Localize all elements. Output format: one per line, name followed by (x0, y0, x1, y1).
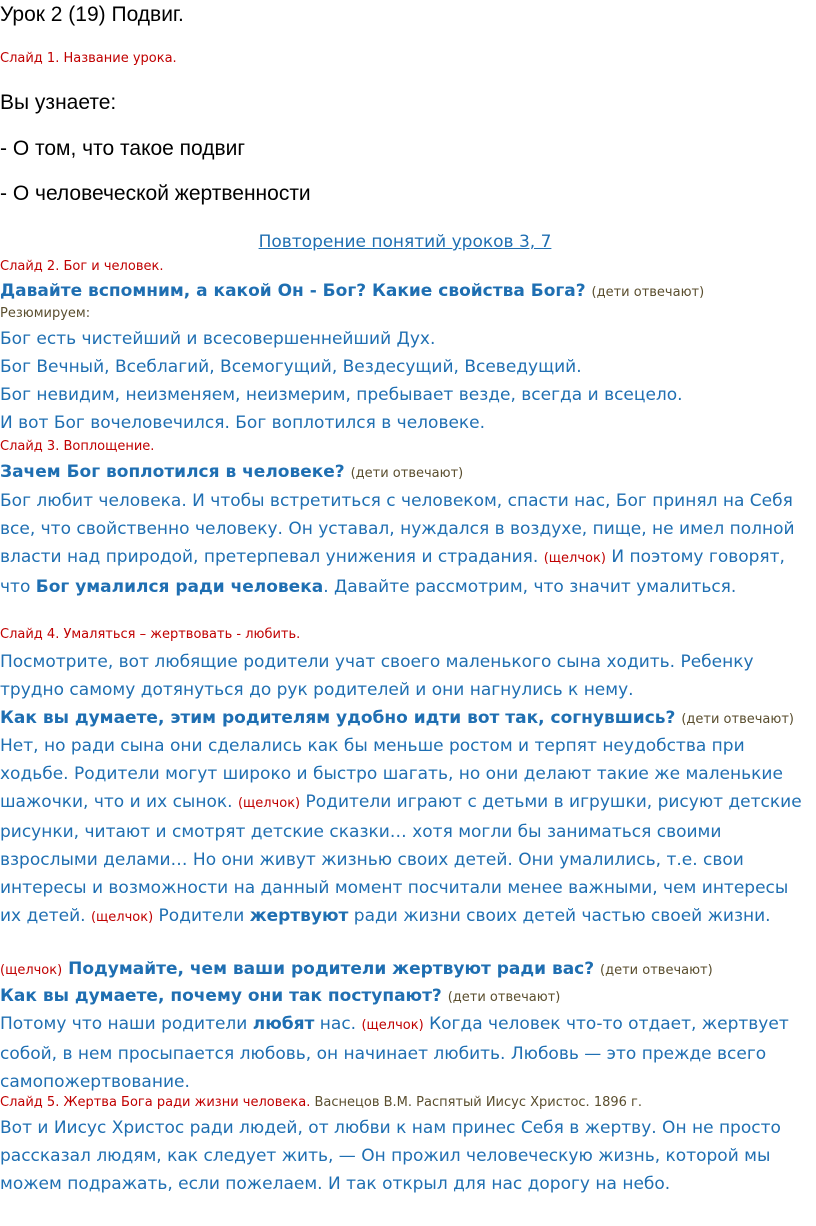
god-line-1: Бог есть чистейший и всесовершеннейший Дух. (0, 329, 436, 349)
paragraph-text: Родители (158, 906, 245, 926)
click-marker: (щелчок) (0, 963, 63, 978)
children-answer-note: (дети отвечают) (600, 963, 713, 978)
question-text: Зачем Бог воплотился в человеке? (0, 462, 345, 482)
slide-5-heading (0, 1094, 810, 1112)
question-text: Как вы думаете, этим родителям удобно идти вот так, согнувшись? (0, 708, 676, 728)
children-answer-note: (дети отвечают) (591, 285, 705, 300)
click-marker: (щелчок) (361, 1018, 424, 1033)
question-text: Подумайте, чем ваши родители жертвуют ради вас? (68, 959, 595, 979)
paragraph-text: . Давайте рассмотрим, что значит умалиться. (323, 577, 737, 597)
paragraph-text: Потому что наши родители (0, 1014, 248, 1034)
question-text: Как вы думаете, почему они так поступают? (0, 986, 442, 1006)
children-answer-note: (дети отвечают) (681, 712, 794, 727)
bold-phrase: любят (252, 1014, 315, 1034)
click-marker: (щелчок) (90, 910, 154, 925)
question-incarnation (0, 459, 810, 487)
you-learn-heading: Вы узнаете: (0, 91, 117, 114)
paragraph-text: ради жизни своих детей частью своей жизни. (353, 906, 771, 926)
parents-paragraph: Посмотрите, вот любящие родители учат своего маленького сына ходить. Ребенку трудно самому дотянуться до рук родителей и они нагнулись к нему. (0, 652, 754, 700)
question-text: Давайте вспомним, а какой Он - Бог? Какие свойства Бога? (0, 281, 586, 301)
paragraph-text: И поэтому говорят, что (0, 547, 785, 597)
sacrifice-paragraph (0, 732, 810, 932)
paragraph-text: нас. (319, 1014, 357, 1034)
god-line-2: Бог Вечный, Всеблагий, Всемогущий, Вездесущий, Всеведущий. (0, 357, 582, 377)
question-parents (0, 705, 810, 733)
paragraph-text: Родители играют с детьми в игрушки, рисуют детские рисунки, читают и смотрят детские сказки… хотя могли бы заниматься своими взрослыми делами… Но они живут жизнью своих детей. Они умалились, т.е. свои интересы и возможности на данный момент посчитали менее важными, чем интересы их детей. (0, 792, 802, 926)
slide-5-title: Слайд 5. Жертва Бога ради жизни человека. (0, 1095, 311, 1110)
incarnation-paragraph (0, 487, 810, 601)
click-marker: (щелчок) (543, 551, 606, 566)
slide-2-heading: Слайд 2. Бог и человек. (0, 259, 164, 274)
love-paragraph (0, 1010, 810, 1096)
painting-caption: Васнецов В.М. Распятый Иисус Христос. 1896 г. (314, 1095, 642, 1110)
paragraph-text: Когда человек что-то отдает, жертвует собой, в нем просыпается любовь, он начинает любить. Любовь — это прежде всего самопожертвование. (0, 1014, 789, 1092)
slide-3-heading: Слайд 3. Воплощение. (0, 439, 155, 454)
paragraph-text: Нет, но ради сына они сделались как бы меньше ростом и терпят неудобства при ходьбе. Родители могут широко и быстро шагать, но они делают такие же маленькие шажочки, что и их сынок. (0, 736, 783, 812)
review-link[interactable]: Повторение понятий уроков 3, 7 (258, 232, 552, 252)
question-why (0, 983, 810, 1011)
question-god-properties (0, 278, 810, 306)
god-line-3: Бог невидим, неизменяем, неизмерим, пребывает везде, всегда и всецело. (0, 385, 683, 405)
slide-4-heading: Слайд 4. Умаляться – жертвовать - любить. (0, 627, 301, 642)
resume-label: Резюмируем: (0, 306, 91, 321)
christ-paragraph: Вот и Иисус Христос ради людей, от любви к нам принес Себя в жертву. Он не просто рассказал людям, как следует жить, — Он прожил человеческую жизнь, которой мы можем подражать, если пожелаем. И так открыл для нас дорогу на небо. (0, 1118, 781, 1194)
question-parents-sacrifice (0, 956, 810, 984)
god-line-4: И вот Бог вочеловечился. Бог воплотился в человеке. (0, 413, 486, 433)
learn-item-1: - О том, что такое подвиг (0, 137, 246, 160)
learn-item-2: - О человеческой жертвенности (0, 182, 311, 205)
children-answer-note: (дети отвечают) (350, 466, 464, 481)
children-answer-note: (дети отвечают) (447, 990, 561, 1005)
bold-phrase: жертвуют (249, 906, 349, 926)
lesson-title: Урок 2 (19) Подвиг. (0, 3, 184, 26)
bold-phrase: Бог умалился ради человека (35, 577, 324, 597)
slide-1-heading: Слайд 1. Название урока. (0, 51, 177, 66)
paragraph-text: Бог любит человека. И чтобы встретиться с человеком, спасти нас, Бог принял на Себя все, что свойственно человеку. Он уставал, нуждался в воздухе, пище, не имел полной власти над природой, претерпевал унижения и страдания. (0, 491, 795, 567)
click-marker: (щелчок) (237, 796, 301, 811)
